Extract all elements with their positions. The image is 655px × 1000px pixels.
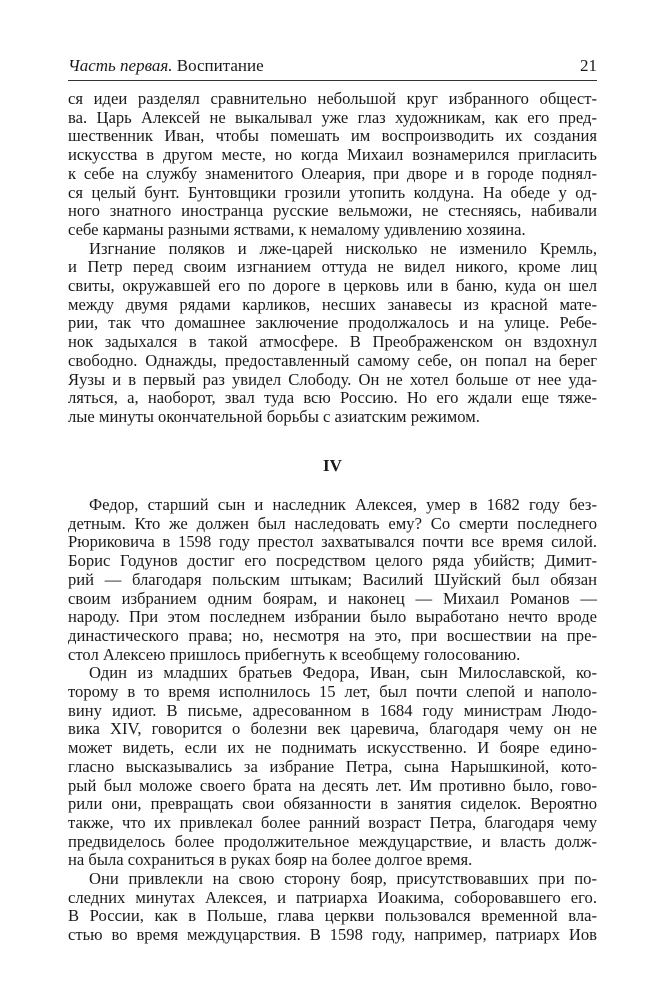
text-line: ва. Царь Алексей не выкалывал уже глаз художникам, как его пред- xyxy=(68,107,597,127)
text-block-section-iv xyxy=(68,496,597,945)
text-line: вину идиот. В письме, адресованном в 1684 году министрам Людо- xyxy=(68,700,597,720)
text-line: шественник Иван, чтобы помешать им воспроизводить их создания xyxy=(68,126,597,146)
text-line: предвиделось более продолжительное междуцарствие, и власть долж- xyxy=(68,831,597,851)
text-line: торому в то время исполнилось 15 лет, был почти слепой и наполо- xyxy=(68,682,597,702)
paragraph xyxy=(68,90,597,240)
text-block-top xyxy=(68,90,597,427)
text-line: может видеть, если их не поднимать искусственно. И бояре едино- xyxy=(68,738,597,758)
text-line: Один из младших братьев Федора, Иван, сын Милославской, ко- xyxy=(89,663,597,683)
text-line: следних минутах Алексея, и патриарха Иоакима, соборовавшего его. xyxy=(68,887,597,907)
text-line: свободно. Однажды, предоставленный самому себе, он попал на берег xyxy=(68,350,597,370)
text-line: детным. Кто же должен был наследовать ему? Со смерти последнего xyxy=(68,513,597,533)
paragraph xyxy=(68,496,597,664)
text-line: свиты, окружавшей его по дороге в церковь или в баню, куда он шел xyxy=(68,276,597,296)
running-title xyxy=(68,56,264,76)
text-line: также, что их привлекал более ранний возраст Петра, благодаря чему xyxy=(68,812,597,832)
paragraph xyxy=(68,664,597,870)
text-line: ляться, а, наоборот, звал туда всю Россию. Но его ждали еще тяже- xyxy=(68,388,597,408)
text-line: себе карманы разными яствами, к немалому удивлению хозяина. xyxy=(68,219,526,239)
text-line: своим избранием одним боярам, и наконец — Михаил Романов — xyxy=(68,588,597,608)
text-line: Яузы и в первый раз увидел Слободу. Он не хотел больше от нее уда- xyxy=(68,369,597,389)
text-line: на была сохраниться в руках бояр на более долгое время. xyxy=(68,850,473,870)
text-line: В России, как в Польше, глава церкви пользовался временной вла- xyxy=(68,906,597,926)
text-line: народу. При этом последнем избрании было выработано нечто вроде xyxy=(68,607,597,627)
text-line: рий — благодаря польским штыкам; Василий Шуйский был обязан xyxy=(68,569,597,589)
text-line: искусства в другом месте, но когда Михаил вознамерился пригласить xyxy=(68,145,597,165)
running-header xyxy=(68,56,597,81)
text-line: рии, так что домашнее заключение продолжалось и на улице. Ребе- xyxy=(68,313,597,333)
text-line: ся целый бунт. Бунтовщики грозили утопить колдуна. На обеде у од- xyxy=(68,182,597,202)
text-line: стол Алексею пришлось прибегнуть к всеобщему голосованию. xyxy=(68,644,521,664)
paragraph xyxy=(68,870,597,945)
text-line: рый был моложе своего брата на десять лет. Им противно было, гово- xyxy=(68,775,597,795)
text-line: между двумя рядами карликов, несших занавесы из красной мате- xyxy=(68,294,597,314)
page-number: 21 xyxy=(580,56,597,75)
chapter-title: Воспитание xyxy=(176,56,264,75)
section-heading: IV xyxy=(323,456,342,475)
text-line: Федор, старший сын и наследник Алексея, умер в 1682 году без- xyxy=(89,495,597,514)
text-line: Они привлекли на свою сторону бояр, присутствовавших при по- xyxy=(89,869,597,889)
text-line: Рюриковича в 1598 году престол захватывался почти все время силой. xyxy=(68,532,597,552)
text-line: вика XIV, говорится о болезни век царевича, благодаря чему он не xyxy=(68,719,597,739)
text-line: к себе на службу знаменитого Олеария, при дворе и в городе поднял- xyxy=(68,163,597,183)
part-title: Часть первая. xyxy=(68,56,173,75)
text-line: ся идеи разделял сравнительно небольшой круг избранного общест- xyxy=(68,89,597,108)
text-line: стью во время междуцарствия. В 1598 году, например, патриарх Иов xyxy=(68,925,597,945)
text-line: лые минуты окончательной борьбы с азиатским режимом. xyxy=(68,406,480,426)
text-line: Борис Годунов достиг его посредством целого ряда убийств; Димит- xyxy=(68,551,597,571)
paragraph xyxy=(68,240,597,427)
text-line: династического права; но, несмотря на это, при восшествии на пре- xyxy=(68,625,597,645)
text-line: нок задыхался в такой атмосфере. В Преображенском он вздохнул xyxy=(68,332,597,352)
text-line: и Петр перед своим изгнанием оттуда не видел никого, кроме лиц xyxy=(68,257,597,277)
text-line: Изгнание поляков и лже-царей нисколько не изменило Кремль, xyxy=(89,238,597,258)
text-line: рили они, превращать свои обязанности в занятия сиделок. Вероятно xyxy=(68,794,597,814)
text-line: гласно высказывались за избрание Петра, сына Нарышкиной, кото- xyxy=(68,756,597,776)
text-line: ного знатного иностранца русские вельможи, не стесняясь, набивали xyxy=(68,201,597,221)
